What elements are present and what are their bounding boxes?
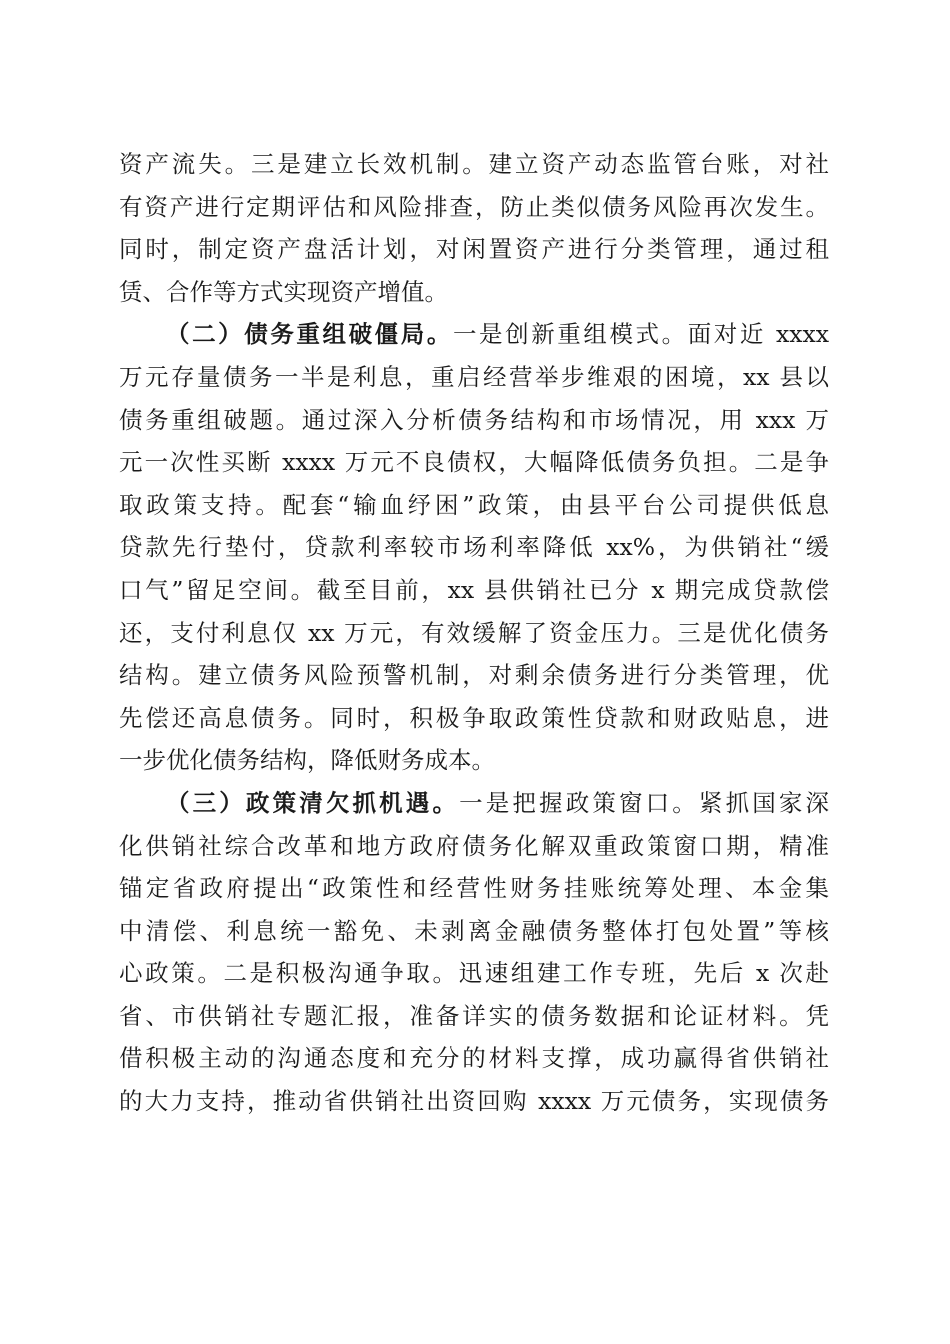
paragraph-line: 同时，制定资产盘活计划，对闲置资产进行分类管理，通过租 — [119, 235, 829, 264]
paragraph-text: 一是把握政策窗口。紧抓国家深 — [459, 788, 830, 817]
paragraph-line: 省、市供销社专题汇报，准备详实的债务数据和论证材料。凭 — [119, 1001, 829, 1030]
paragraph-line: 万元存量债务一半是利息，重启经营举步维艰的困境，xx 县以 — [119, 362, 829, 391]
paragraph-text: 一是创新重组模式。面对近 xxxx — [452, 320, 830, 349]
paragraph-line: 取政策支持。配套“输血纾困”政策，由县平台公司提供低息 — [119, 490, 829, 519]
paragraph-line: 元一次性买断 xxxx 万元不良债权，大幅降低债务负担。二是争 — [119, 448, 829, 477]
paragraph-line: 中清偿、利息统一豁免、未剥离金融债务整体打包处置”等核 — [119, 916, 829, 945]
paragraph-line: 锚定省政府提出“政策性和经营性财务挂账统筹处理、本金集 — [119, 874, 829, 903]
paragraph-line: 赁、合作等方式实现资产增值。 — [119, 277, 448, 306]
paragraph-first-line — [119, 782, 829, 825]
paragraph-line: 的大力支持，推动省供销社出资回购 xxxx 万元债务，实现债务 — [119, 1087, 829, 1116]
paragraph-line: 口气”留足空间。截至目前，xx 县供销社已分 x 期完成贷款偿 — [119, 575, 829, 604]
paragraph-line: 结构。建立债务风险预警机制，对剩余债务进行分类管理，优 — [119, 661, 829, 690]
paragraph-line: 资产流失。三是建立长效机制。建立资产动态监管台账，对社 — [119, 150, 829, 178]
section-heading: （三）政策清欠抓机遇。 — [166, 788, 460, 817]
paragraph-line: 化供销社综合改革和地方政府债务化解双重政策窗口期，精准 — [119, 831, 829, 860]
document-body — [119, 143, 829, 1123]
paragraph-line: 一步优化债务结构，降低财务成本。 — [119, 746, 495, 775]
paragraph-line: 债务重组破题。通过深入分析债务结构和市场情况，用 xxx 万 — [119, 405, 829, 434]
paragraph-line: 还，支付利息仅 xx 万元，有效缓解了资金压力。三是优化债务 — [119, 618, 829, 647]
paragraph-line: 有资产进行定期评估和风险排查，防止类似债务风险再次发生。 — [119, 192, 829, 221]
paragraph-line: 先偿还高息债务。同时，积极争取政策性贷款和财政贴息，进 — [119, 703, 829, 732]
paragraph-line: 心政策。二是积极沟通争取。迅速组建工作专班，先后 x 次赴 — [119, 959, 829, 988]
section-heading: （二）债务重组破僵局。 — [166, 320, 453, 349]
paragraph-line: 贷款先行垫付，贷款利率较市场利率降低 xx%，为供销社“缓 — [119, 533, 829, 562]
paragraph-line: 借积极主动的沟通态度和充分的材料支撑，成功赢得省供销社 — [119, 1044, 829, 1073]
paragraph-first-line — [119, 313, 829, 356]
